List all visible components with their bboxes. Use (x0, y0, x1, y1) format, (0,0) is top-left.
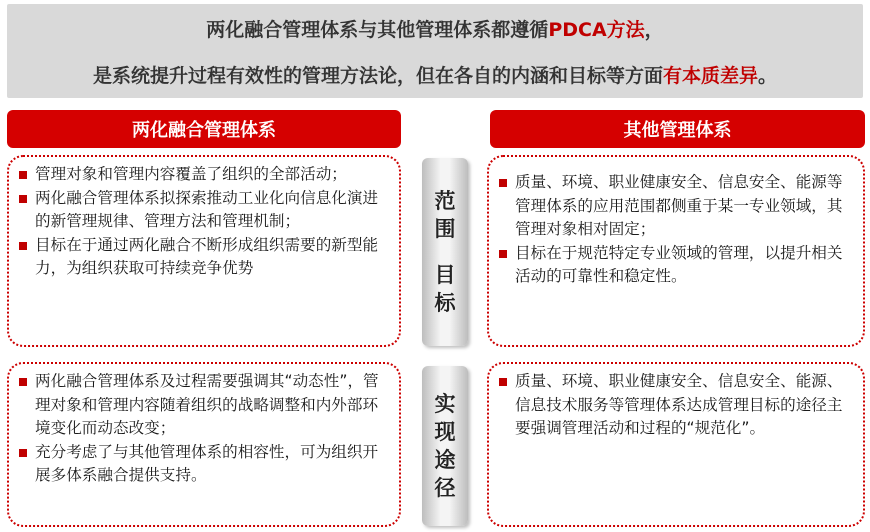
list-item: 质量、环境、职业健康安全、信息安全、能源等管理体系的应用范围都侧重于某一专业领域，其管理对象相对固定； (499, 171, 855, 242)
list-item: 两化融合管理体系拟探索推动工业化向信息化演进的新管理规律、管理方法和管理机制； (19, 187, 391, 234)
other-scope-goal-box (487, 155, 865, 347)
label-path-char-4: 径 (434, 476, 456, 500)
label-scope-goal (422, 158, 468, 346)
bullet-square-icon (19, 171, 27, 179)
label-goal-char-2: 标 (434, 291, 456, 315)
bullet-square-icon (499, 250, 507, 258)
banner-line-2-text: 是系统提升过程有效性的管理方法论，但在各自的内涵和目标等方面 (92, 65, 663, 87)
title-banner (7, 4, 863, 98)
label-scope-char-2: 围 (434, 217, 456, 241)
bullet-square-icon (19, 378, 27, 386)
banner-line-1-accent: PDCA方法 (548, 19, 645, 41)
bullet-square-icon (499, 179, 507, 187)
list-item: 质量、环境、职业健康安全、信息安全、能源、信息技术服务等管理体系达成管理目标的途径主要强调管理活动和过程的“规范化”。 (499, 370, 855, 441)
label-path-char-3: 途 (434, 448, 456, 472)
list-item: 目标在于规范特定专业领域的管理，以提升相关活动的可靠性和稳定性。 (499, 242, 855, 289)
list-item: 充分考虑了与其他管理体系的相容性，可为组织开展多体系融合提供支持。 (19, 441, 391, 488)
label-goal-char-1: 目 (434, 263, 456, 287)
list-item: 两化融合管理体系及过程需要强调其“动态性”，管理对象和管理内容随着组织的战略调整和内外部环境变化而动态改变； (19, 370, 391, 441)
label-path-char-2: 现 (434, 420, 456, 444)
label-path-char-1: 实 (434, 392, 456, 416)
bullet-square-icon (19, 195, 27, 203)
banner-line-1-text: 两化融合管理体系与其他管理体系都遵循 (206, 19, 549, 41)
banner-line-1 (7, 15, 863, 42)
label-implementation-path (422, 366, 468, 526)
list-item: 目标在于通过两化融合不断形成组织需要的新型能力，为组织获取可持续竞争优势 (19, 234, 391, 281)
list-item: 管理对象和管理内容覆盖了组织的全部活动； (19, 163, 391, 187)
integration-path-box (7, 362, 401, 527)
banner-line-2-end: 。 (758, 65, 778, 87)
other-path-box (487, 362, 865, 527)
bullet-square-icon (19, 242, 27, 250)
header-other-systems: 其他管理体系 (490, 110, 865, 148)
integration-scope-goal-box (7, 155, 401, 347)
header-integration-system: 两化融合管理体系 (7, 110, 401, 148)
banner-line-2-accent: 有本质差异 (662, 65, 758, 87)
bullet-square-icon (499, 378, 507, 386)
banner-line-2 (7, 61, 863, 88)
bullet-square-icon (19, 449, 27, 457)
banner-line-1-end: ， (644, 19, 664, 41)
label-scope-char-1: 范 (434, 189, 456, 213)
